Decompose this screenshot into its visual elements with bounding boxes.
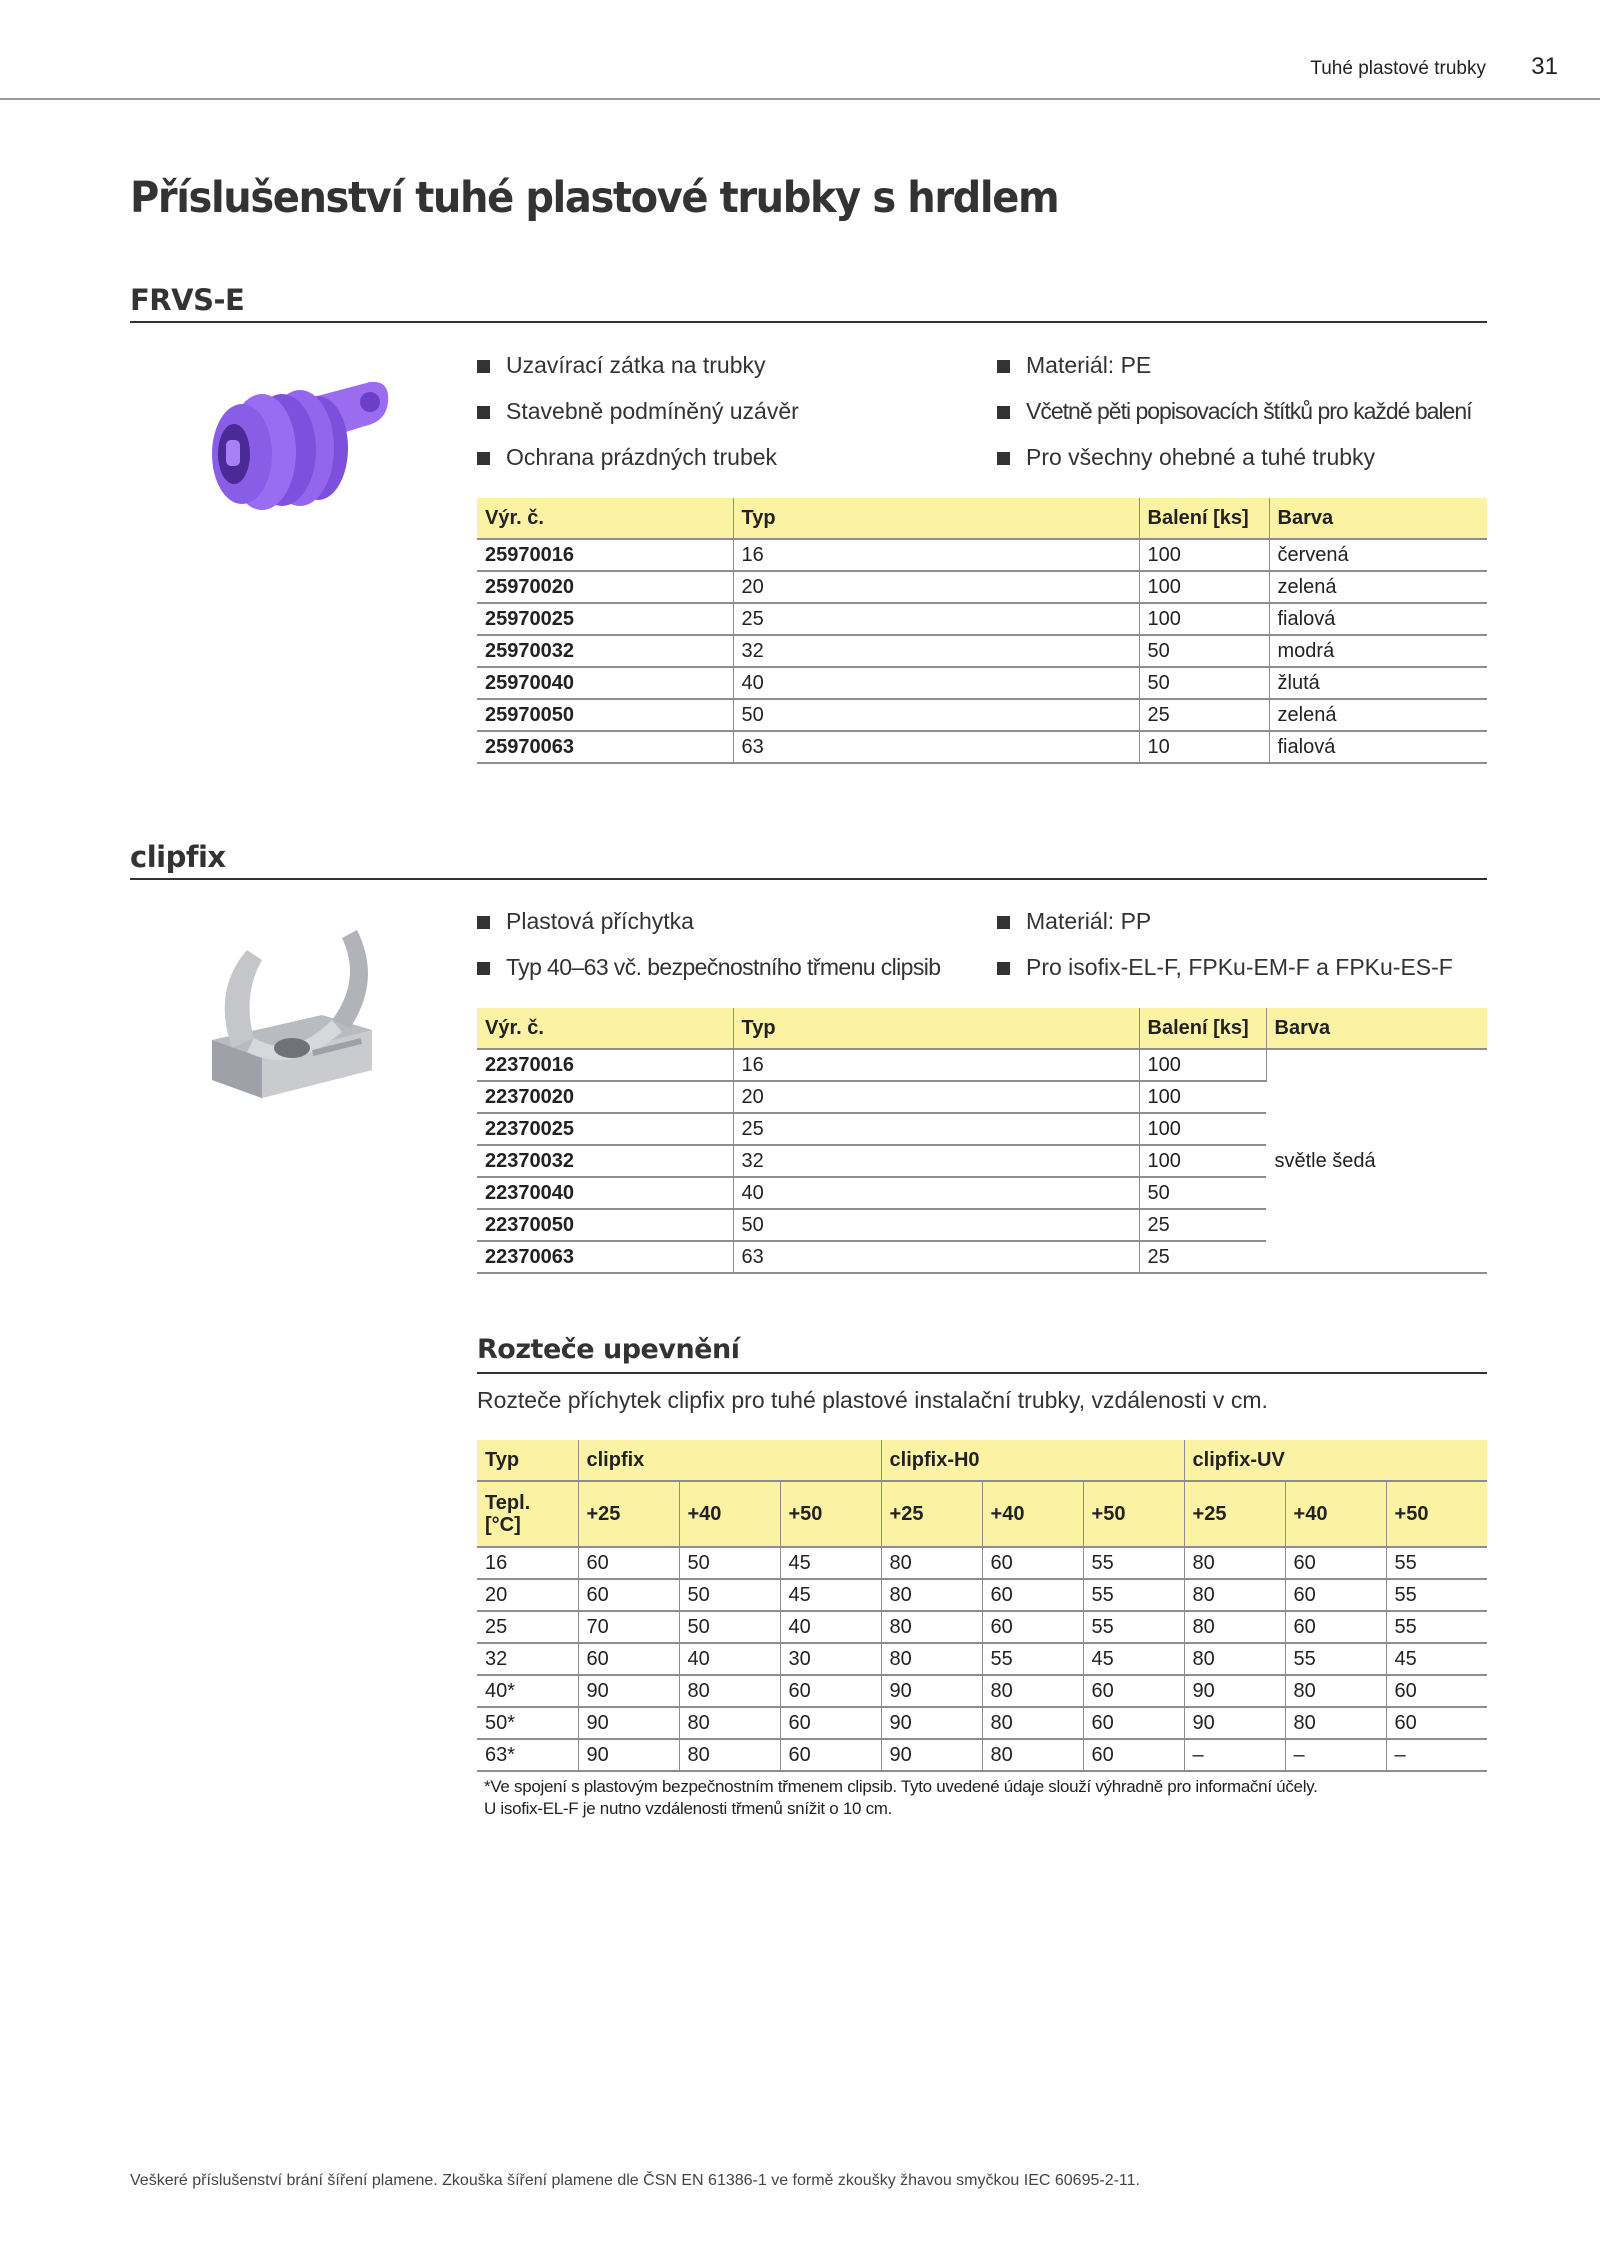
cell-type: 50* [477,1707,578,1739]
cell-code: 22370016 [477,1049,733,1081]
cell-type: 16 [733,1049,1139,1081]
cell-pack: 25 [1139,1209,1266,1241]
clipfix-clip-image [192,920,392,1110]
cell-distance: 45 [1083,1643,1184,1675]
table-row [477,1675,1487,1707]
cell-type: 40 [733,667,1139,699]
bullet-square-icon [997,916,1010,929]
col-group-clipfix-h0: clipfix-H0 [881,1440,1184,1481]
cell-type: 50 [733,1209,1139,1241]
frvs-bullet-labels: Včetně pěti popisovacích štítků pro každé balení [997,398,1472,425]
frvs-bullet-material: Materiál: PE [997,352,1151,379]
col-header-color: Barva [1266,1008,1487,1049]
cell-color: červená [1269,539,1487,571]
temp-header: +40 [982,1481,1083,1547]
cell-distance: 60 [780,1675,881,1707]
frvs-bullet-construction: Stavebně podmíněný uzávěr [477,398,799,425]
col-group-clipfix-uv: clipfix-UV [1184,1440,1487,1481]
cell-distance: 90 [578,1739,679,1771]
cell-type: 32 [733,635,1139,667]
cell-distance: 60 [982,1547,1083,1579]
cell-distance: 40 [780,1611,881,1643]
cell-distance: 90 [578,1707,679,1739]
table-row [477,1547,1487,1579]
cell-distance: 80 [1184,1547,1285,1579]
temp-header: +50 [780,1481,881,1547]
cell-distance: 80 [1285,1707,1386,1739]
cell-distance: 55 [1386,1611,1487,1643]
clipfix-bullet-type: Typ 40–63 vč. bezpečnostního třmenu clipsib [477,954,940,981]
cell-distance: 60 [1285,1579,1386,1611]
cell-pack: 100 [1139,1049,1266,1081]
cell-distance: – [1386,1739,1487,1771]
clipfix-bullet-compat: Pro isofix-EL-F, FPKu-EM-F a FPKu-ES-F [997,954,1453,981]
table-row [477,1049,1487,1081]
cell-color: zelená [1269,699,1487,731]
cell-distance: 80 [1184,1611,1285,1643]
cell-distance: 45 [780,1547,881,1579]
cell-pack: 100 [1139,539,1269,571]
cell-type: 16 [733,539,1139,571]
col-header-temp: Tepl. [°C] [477,1481,578,1547]
col-group-clipfix: clipfix [578,1440,881,1481]
temp-header: +25 [578,1481,679,1547]
bullet-square-icon [997,962,1010,975]
cell-distance: 55 [1386,1579,1487,1611]
cell-pack: 100 [1139,571,1269,603]
cell-distance: 80 [982,1739,1083,1771]
footnote-line: U isofix-EL-F je nutno vzdálenosti třmenů snížit o 10 cm. [484,1799,893,1818]
cell-distance: 90 [1184,1675,1285,1707]
cell-distance: 80 [679,1675,780,1707]
table-row [477,1643,1487,1675]
cell-type: 63 [733,1241,1139,1273]
table-row [477,1739,1487,1771]
col-header-type: Typ [733,1008,1139,1049]
cell-distance: 60 [578,1547,679,1579]
col-header-type: Typ [733,498,1139,539]
cell-pack: 10 [1139,731,1269,763]
table-row [477,1579,1487,1611]
bullet-square-icon [997,452,1010,465]
cell-pack: 100 [1139,1145,1266,1177]
temp-header: +50 [1083,1481,1184,1547]
bullet-square-icon [477,916,490,929]
bullet-square-icon [997,406,1010,419]
cell-distance: 50 [679,1547,780,1579]
frvs-heading: FRVS-E [130,283,1487,323]
table-row [477,1707,1487,1739]
cell-color-merged: světle šedá [1266,1049,1487,1273]
table-row [477,1611,1487,1643]
cell-distance: – [1184,1739,1285,1771]
cell-distance: 80 [982,1707,1083,1739]
bullet-square-icon [477,406,490,419]
cell-distance: 60 [1285,1547,1386,1579]
bullet-square-icon [477,452,490,465]
cell-pack: 50 [1139,635,1269,667]
frvs-table [477,498,1487,764]
cell-distance: 80 [881,1579,982,1611]
frvs-plug-image [200,370,400,520]
footnote-line: *Ve spojení s plastovým bezpečnostním třmenem clipsib. Tyto uvedené údaje slouží výhradně pro informační účely. [484,1777,1318,1796]
cell-type: 40* [477,1675,578,1707]
cell-distance: 80 [881,1547,982,1579]
cell-type: 63* [477,1739,578,1771]
cell-distance: 60 [578,1643,679,1675]
cell-code: 25970050 [477,699,733,731]
cell-pack: 100 [1139,1113,1266,1145]
cell-distance: 90 [881,1707,982,1739]
frvs-bullet-compat: Pro všechny ohebné a tuhé trubky [997,444,1375,471]
cell-distance: 60 [982,1579,1083,1611]
frvs-bullet-protection: Ochrana prázdných trubek [477,444,777,471]
bullet-square-icon [477,962,490,975]
cell-distance: 90 [1184,1707,1285,1739]
cell-code: 22370025 [477,1113,733,1145]
clipfix-heading: clipfix [130,840,1487,880]
cell-distance: 80 [679,1707,780,1739]
cell-code: 22370032 [477,1145,733,1177]
cell-distance: 60 [1386,1707,1487,1739]
table-row [477,539,1487,571]
cell-type: 63 [733,731,1139,763]
cell-distance: 50 [679,1579,780,1611]
cell-type: 20 [733,1081,1139,1113]
running-header [0,52,1600,100]
col-header-type: Typ [477,1440,578,1481]
cell-pack: 100 [1139,603,1269,635]
bullet-square-icon [997,360,1010,373]
table-header-row [477,1440,1487,1481]
clipfix-bullet-material: Materiál: PP [997,908,1151,935]
cell-distance: 45 [1386,1643,1487,1675]
cell-distance: 80 [982,1675,1083,1707]
table-row [477,667,1487,699]
col-header-pack: Balení [ks] [1139,1008,1266,1049]
col-header-pack: Balení [ks] [1139,498,1269,539]
col-header-code: Výr. č. [477,498,733,539]
cell-distance: 90 [881,1675,982,1707]
cell-distance: 55 [982,1643,1083,1675]
cell-color: modrá [1269,635,1487,667]
page-title: Příslušenství tuhé plastové trubky s hrdlem [130,173,1059,223]
page-number: 31 [1531,53,1558,80]
cell-color: žlutá [1269,667,1487,699]
clipfix-bullet-clip: Plastová příchytka [477,908,694,935]
temp-header: +25 [1184,1481,1285,1547]
cell-pack: 25 [1139,699,1269,731]
cell-code: 22370020 [477,1081,733,1113]
cell-code: 25970025 [477,603,733,635]
spacing-table [477,1440,1487,1772]
table-row [477,731,1487,763]
cell-distance: 80 [1184,1643,1285,1675]
table-header-row [477,1008,1487,1049]
cell-distance: 60 [1083,1707,1184,1739]
cell-code: 25970040 [477,667,733,699]
page-footer-note: Veškeré příslušenství brání šíření plamene. Zkouška šíření plamene dle ČSN EN 61386-1 ve formě zkoušky žhavou smyčkou IEC 60695-2-11. [130,2172,1140,2189]
cell-pack: 50 [1139,667,1269,699]
cell-type: 25 [733,1113,1139,1145]
bullet-square-icon [477,360,490,373]
temp-header: +50 [1386,1481,1487,1547]
temp-header: +40 [679,1481,780,1547]
cell-distance: 60 [1083,1675,1184,1707]
cell-distance: 55 [1386,1547,1487,1579]
cell-code: 22370050 [477,1209,733,1241]
cell-type: 40 [733,1177,1139,1209]
cell-distance: 60 [1386,1675,1487,1707]
temp-header: +25 [881,1481,982,1547]
cell-distance: 60 [780,1707,881,1739]
table-row [477,635,1487,667]
frvs-bullet-closure: Uzavírací zátka na trubky [477,352,766,379]
cell-code: 22370063 [477,1241,733,1273]
cell-distance: 90 [881,1739,982,1771]
cell-pack: 50 [1139,1177,1266,1209]
cell-type: 20 [733,571,1139,603]
cell-distance: 45 [780,1579,881,1611]
cell-distance: 50 [679,1611,780,1643]
cell-type: 32 [733,1145,1139,1177]
table-row [477,571,1487,603]
cell-distance: 80 [881,1611,982,1643]
cell-distance: 60 [578,1579,679,1611]
cell-distance: 80 [1285,1675,1386,1707]
cell-color: zelená [1269,571,1487,603]
table-subheader-row [477,1481,1487,1547]
cell-distance: 70 [578,1611,679,1643]
cell-code: 25970016 [477,539,733,571]
cell-distance: 60 [1083,1739,1184,1771]
cell-distance: 55 [1083,1547,1184,1579]
table-row [477,699,1487,731]
cell-distance: 80 [679,1739,780,1771]
cell-distance: 80 [881,1643,982,1675]
cell-code: 25970063 [477,731,733,763]
spacing-footnote [484,1776,1318,1820]
cell-distance: – [1285,1739,1386,1771]
cell-distance: 80 [1184,1579,1285,1611]
cell-type: 16 [477,1547,578,1579]
cell-distance: 90 [578,1675,679,1707]
spacing-heading: Rozteče upevnění [477,1334,1487,1374]
col-header-color: Barva [1269,498,1487,539]
cell-type: 25 [477,1611,578,1643]
col-header-code: Výr. č. [477,1008,733,1049]
cell-code: 25970032 [477,635,733,667]
cell-distance: 55 [1083,1611,1184,1643]
cell-distance: 40 [679,1643,780,1675]
cell-distance: 60 [982,1611,1083,1643]
cell-distance: 60 [1285,1611,1386,1643]
cell-type: 32 [477,1643,578,1675]
spacing-intro: Rozteče příchytek clipfix pro tuhé plastové instalační trubky, vzdálenosti v cm. [477,1387,1268,1413]
cell-code: 22370040 [477,1177,733,1209]
cell-distance: 30 [780,1643,881,1675]
cell-pack: 100 [1139,1081,1266,1113]
cell-type: 20 [477,1579,578,1611]
cell-pack: 25 [1139,1241,1266,1273]
cell-type: 25 [733,603,1139,635]
clipfix-table [477,1008,1487,1274]
running-header-title: Tuhé plastové trubky [1310,58,1486,79]
cell-distance: 60 [780,1739,881,1771]
temp-header: +40 [1285,1481,1386,1547]
cell-color: fialová [1269,731,1487,763]
cell-type: 50 [733,699,1139,731]
table-row [477,603,1487,635]
cell-distance: 55 [1285,1643,1386,1675]
cell-distance: 55 [1083,1579,1184,1611]
cell-code: 25970020 [477,571,733,603]
table-header-row [477,498,1487,539]
cell-color: fialová [1269,603,1487,635]
